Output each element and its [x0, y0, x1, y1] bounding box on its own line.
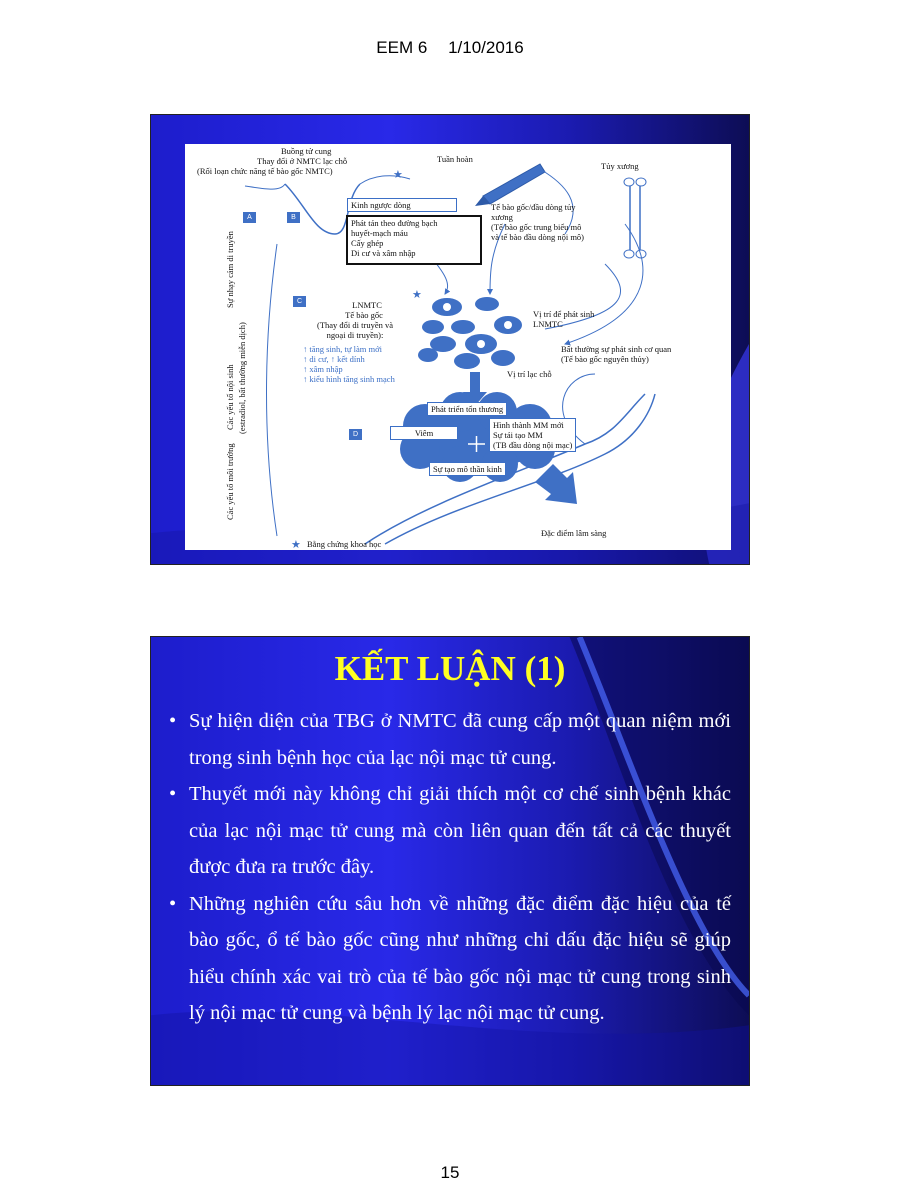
- vertical-label-moi-truong: Các yếu tố môi trường: [225, 443, 235, 520]
- box-su-tao-mo: Sự tạo mô thần kinh: [429, 462, 506, 476]
- box-phat-trien-ton-thuong: Phát triển tổn thương: [427, 402, 507, 416]
- te-bao-goc-line-4: và tế bào đầu dòng nội mô): [491, 232, 585, 242]
- blue-list-item-2: ↑ di cư, ↑ kết dính: [303, 354, 365, 364]
- vi-tri-line-1: Vị trí để phát sinh: [533, 309, 595, 319]
- label-vi-tri-lac-cho: Vị trí lạc chỗ: [507, 369, 552, 379]
- lnmtc-line-1: LNMTC: [352, 300, 382, 310]
- slide-title: KẾT LUẬN (1): [334, 649, 566, 688]
- bullet-item: • Sự hiện diện của TBG ở NMTC đã cung cấp một quan niệm mới trong sinh bệnh học của lạc nội mạc tử cung.: [165, 703, 731, 776]
- header-doc-code: EEM 6: [376, 38, 428, 57]
- te-bao-goc-line-1: Tế bào gốc/đầu dòng tủy: [491, 202, 576, 212]
- bat-thuong-line-1: Bất thường sự phát sinh cơ quan: [561, 344, 672, 354]
- blood-vessel-shape: [483, 164, 545, 204]
- label-buong-tu-cung: Buồng tử cung: [281, 146, 332, 156]
- page-number: 15: [440, 1163, 460, 1182]
- bullet-item: • Những nghiên cứu sâu hơn về những đặc điểm đặc hiệu của tế bào gốc, ổ tế bào gốc cũng như những chỉ dấu đặc hiệu sẽ giúp hiểu chính xác vai trò của tế bào gốc nội mạc tử cung trong sinh lý nội mạc tử cung và bệnh lý lạc nội mạc tử cung.: [165, 886, 731, 1032]
- pathogenesis-diagram: [185, 144, 731, 550]
- blue-list-item-3: ↑ xâm nhập: [303, 364, 343, 374]
- header-date: 1/10/2016: [448, 38, 524, 57]
- label-bat-thuong: [561, 344, 671, 364]
- blue-list: [303, 344, 395, 384]
- vi-tri-line-2: LNMTC: [533, 319, 563, 329]
- vertical-label-noi-sinh: Các yếu tố nội sinh: [225, 364, 235, 430]
- svg-text:★: ★: [291, 539, 301, 550]
- svg-text:★: ★: [412, 289, 422, 301]
- label-tuan-hoan: Tuần hoàn: [437, 154, 473, 164]
- slide-diagram: [150, 114, 750, 565]
- bone-shape: [630, 184, 640, 252]
- box-kinh-nguoc-dong: Kinh ngược dòng: [347, 198, 457, 212]
- conclusion-bullet-list: [165, 703, 731, 1032]
- clinical-arrow-shape: [535, 464, 577, 504]
- phat-tan-line-1: Phát tán theo đường bạch: [351, 218, 438, 228]
- hinh-thanh-line-2: Sự tái tạo MM: [493, 430, 543, 440]
- hinh-thanh-line-3: (TB đầu dòng nội mạc): [493, 440, 573, 450]
- phat-tan-line-4: Di cư và xâm nhập: [351, 248, 416, 258]
- lnmtc-line-4: ngoại di truyền):: [326, 330, 384, 340]
- blue-list-item-4: ↑ kiểu hình tăng sinh mạch: [303, 374, 395, 384]
- hinh-thanh-line-1: Hình thành MM mới: [493, 420, 564, 430]
- box-phat-tan: [346, 215, 482, 265]
- slide-conclusion: [150, 636, 750, 1086]
- label-roi-loan-chuc-nang: (Rối loạn chức năng tế bào gốc NMTC): [197, 166, 333, 176]
- label-dac-diem-lam-sang: Đặc điểm lâm sàng: [541, 528, 607, 538]
- stem-cell-cluster: [418, 297, 522, 369]
- label-lnmtc-block: [317, 300, 393, 340]
- page-header: [0, 38, 900, 58]
- vertical-label-estradiol: (estradiol, bất thường miễn dịch): [237, 322, 247, 434]
- letter-c-box: C: [293, 296, 306, 307]
- label-thay-doi-nmtc: Thay đổi ở NMTC lạc chỗ: [257, 156, 348, 166]
- box-viem: Viêm: [390, 426, 458, 440]
- bat-thuong-line-2: (Tế bào gốc nguyên thủy): [561, 354, 649, 364]
- bullet-item: • Thuyết mới này không chỉ giải thích một cơ chế sinh bệnh khác của lạc nội mạc tử cung mà còn liên quan đến tất cả các thuyết được đưa ra trước đây.: [165, 776, 731, 886]
- letter-d-box: D: [349, 429, 362, 440]
- label-tuy-xuong: Tủy xương: [601, 161, 639, 171]
- letter-a-box: A: [243, 212, 256, 223]
- blue-list-item-1: ↑ tăng sinh, tự làm mới: [303, 344, 382, 354]
- label-bang-chung: Bằng chứng khoa học: [307, 539, 382, 549]
- letter-b-box: B: [287, 212, 300, 223]
- label-te-bao-goc-dau-dong: [491, 202, 584, 242]
- te-bao-goc-line-2: xương: [491, 212, 513, 222]
- lnmtc-line-3: (Thay đổi di truyền và: [317, 320, 394, 330]
- lnmtc-line-2: Tế bào gốc: [345, 310, 383, 320]
- phat-tan-line-3: Cấy ghép: [351, 238, 384, 248]
- box-hinh-thanh: [489, 418, 576, 452]
- label-vi-tri-phat-sinh: [533, 309, 594, 329]
- te-bao-goc-line-3: (Tế bào gốc trung biểu mô: [491, 222, 582, 232]
- phat-tan-line-2: huyết-mạch máu: [351, 228, 408, 238]
- vertical-label-di-truyen: Sự nhạy cảm di truyền: [225, 231, 235, 308]
- svg-text:★: ★: [393, 169, 403, 181]
